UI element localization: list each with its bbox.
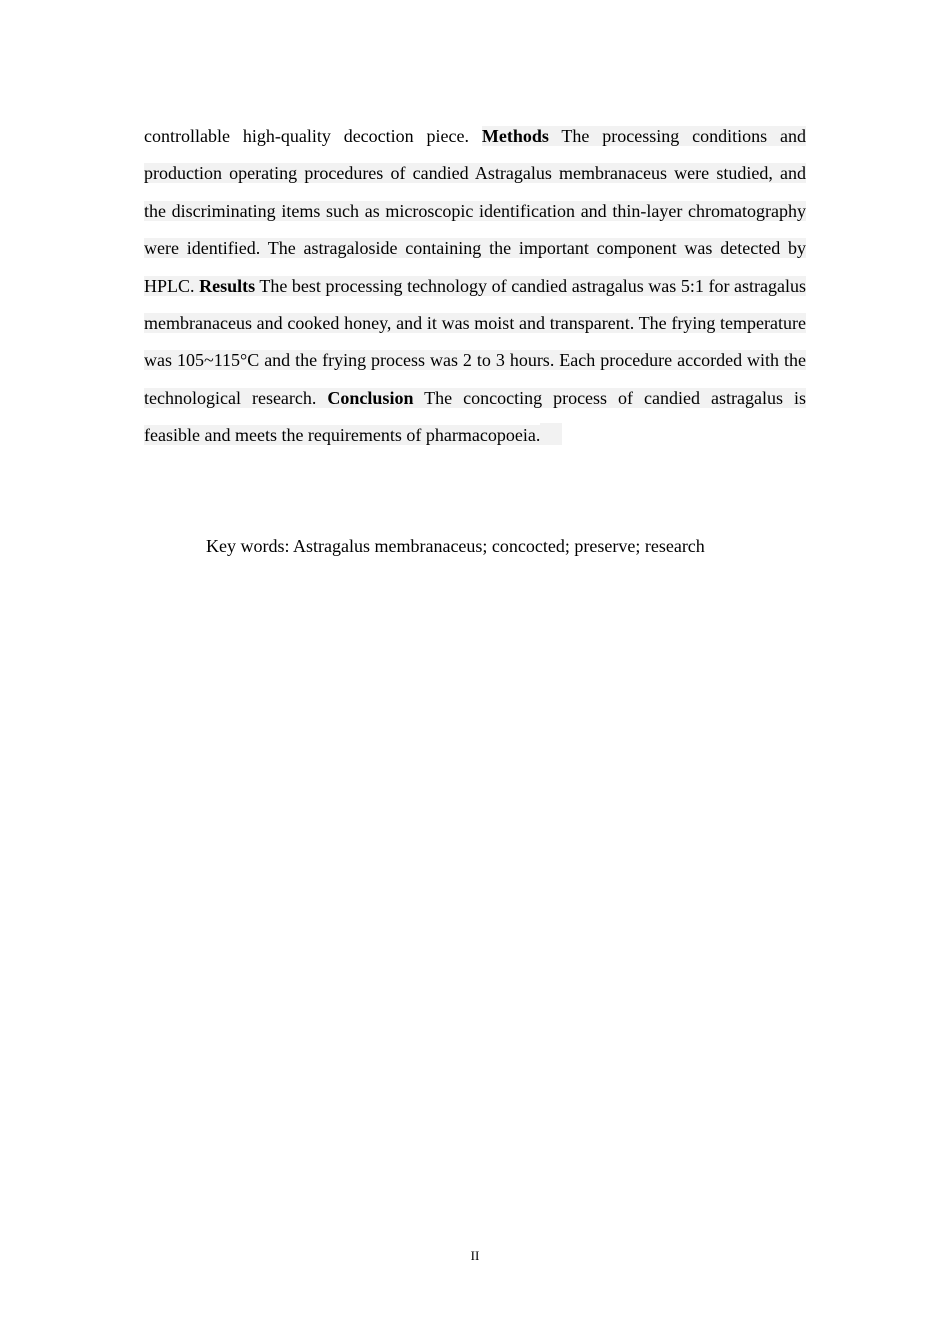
abstract-paragraph bbox=[144, 118, 806, 455]
page-number: II bbox=[470, 1248, 480, 1263]
keywords-line: Key words: Astragalus membranaceus; concocted; preserve; research bbox=[206, 536, 705, 556]
results-label: Results bbox=[199, 275, 256, 296]
methods-text: The processing conditions and production operating procedures of candied Astragalus membranaceus were studied, and the discriminating items such as microscopic identification and thin-layer chromatography were identified. The astragaloside containing the important component was detected by HPLC. bbox=[144, 126, 806, 296]
highlight-trailing-space bbox=[540, 423, 562, 445]
conclusion-text: The concocting process of candied astragalus is feasible and meets the requirements of pharmacopoeia. bbox=[144, 387, 806, 446]
abstract-lead-text: controllable high-quality decoction piece. bbox=[144, 126, 482, 146]
conclusion-label: Conclusion bbox=[327, 387, 414, 408]
methods-label: Methods bbox=[481, 126, 549, 146]
results-text: The best processing technology of candied astragalus was 5:1 for astragalus membranaceus and cooked honey, and it was moist and transparent. The frying temperature was 105~115°C and the frying process was 2 to 3 hours. Each procedure accorded with the technological research. bbox=[144, 275, 806, 408]
abstract-highlighted-body bbox=[144, 126, 806, 445]
